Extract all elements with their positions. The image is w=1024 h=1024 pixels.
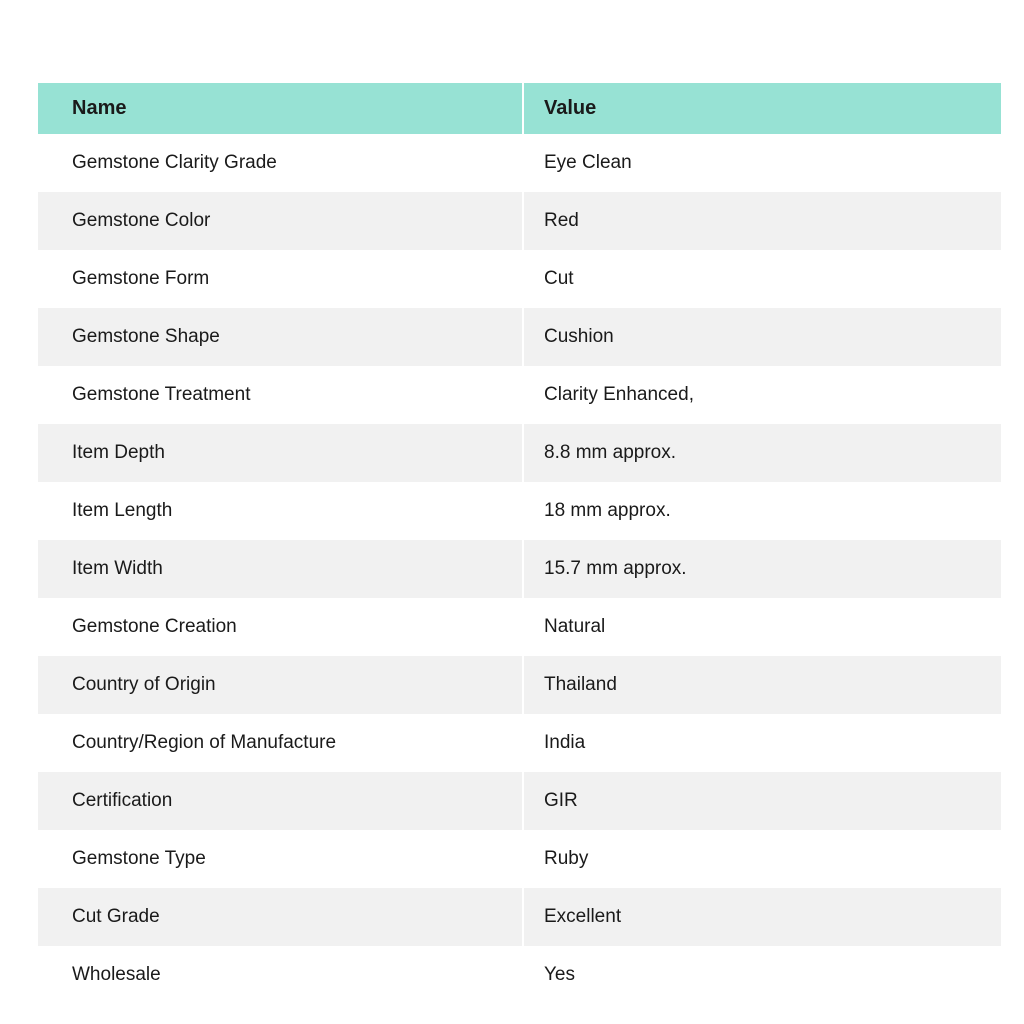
row-name-cell: Gemstone Type xyxy=(38,830,524,888)
table-row xyxy=(38,946,1001,1004)
table-row xyxy=(38,482,1001,540)
row-name-cell: Gemstone Creation xyxy=(38,598,524,656)
row-value-cell: Clarity Enhanced, xyxy=(544,384,694,405)
row-value-cell: Ruby xyxy=(544,848,589,869)
table-row xyxy=(38,714,1001,772)
table-row xyxy=(38,134,1001,192)
row-name-cell: Wholesale xyxy=(38,946,524,1004)
column-header-name: Name xyxy=(38,83,524,134)
table-row xyxy=(38,540,1001,598)
table-row xyxy=(38,772,1001,830)
row-value-cell: Red xyxy=(544,210,579,231)
table-row xyxy=(38,366,1001,424)
row-name-cell: Certification xyxy=(38,772,524,830)
row-value-cell: GIR xyxy=(544,790,578,811)
row-name-cell: Country/Region of Manufacture xyxy=(38,714,524,772)
row-value-cell: Excellent xyxy=(544,906,622,927)
row-value-cell: Eye Clean xyxy=(544,152,632,173)
table-row xyxy=(38,888,1001,946)
row-value-cell: 8.8 mm approx. xyxy=(544,442,676,463)
row-name-cell: Gemstone Shape xyxy=(38,308,524,366)
row-value-cell: Cut xyxy=(544,268,574,289)
table-row xyxy=(38,830,1001,888)
row-name-cell: Gemstone Clarity Grade xyxy=(38,134,524,192)
row-name-cell: Gemstone Treatment xyxy=(38,366,524,424)
row-name-cell: Item Width xyxy=(38,540,524,598)
row-value-cell: Natural xyxy=(544,616,606,637)
row-value-cell: India xyxy=(544,732,586,753)
table-row xyxy=(38,598,1001,656)
row-name-cell: Country of Origin xyxy=(38,656,524,714)
row-value-cell: 18 mm approx. xyxy=(544,500,671,521)
table-row xyxy=(38,656,1001,714)
item-specifics-table xyxy=(38,83,1001,1004)
column-header-value: Value xyxy=(544,97,597,119)
table-row xyxy=(38,192,1001,250)
row-name-cell: Cut Grade xyxy=(38,888,524,946)
table-row xyxy=(38,250,1001,308)
table-header-row xyxy=(38,83,1001,134)
row-name-cell: Item Depth xyxy=(38,424,524,482)
table-row xyxy=(38,308,1001,366)
row-value-cell: 15.7 mm approx. xyxy=(544,558,687,579)
row-name-cell: Item Length xyxy=(38,482,524,540)
row-name-cell: Gemstone Color xyxy=(38,192,524,250)
row-value-cell: Thailand xyxy=(544,674,617,695)
table-row xyxy=(38,424,1001,482)
table-body xyxy=(38,134,1001,1004)
row-name-cell: Gemstone Form xyxy=(38,250,524,308)
row-value-cell: Yes xyxy=(544,964,575,985)
row-value-cell: Cushion xyxy=(544,326,614,347)
